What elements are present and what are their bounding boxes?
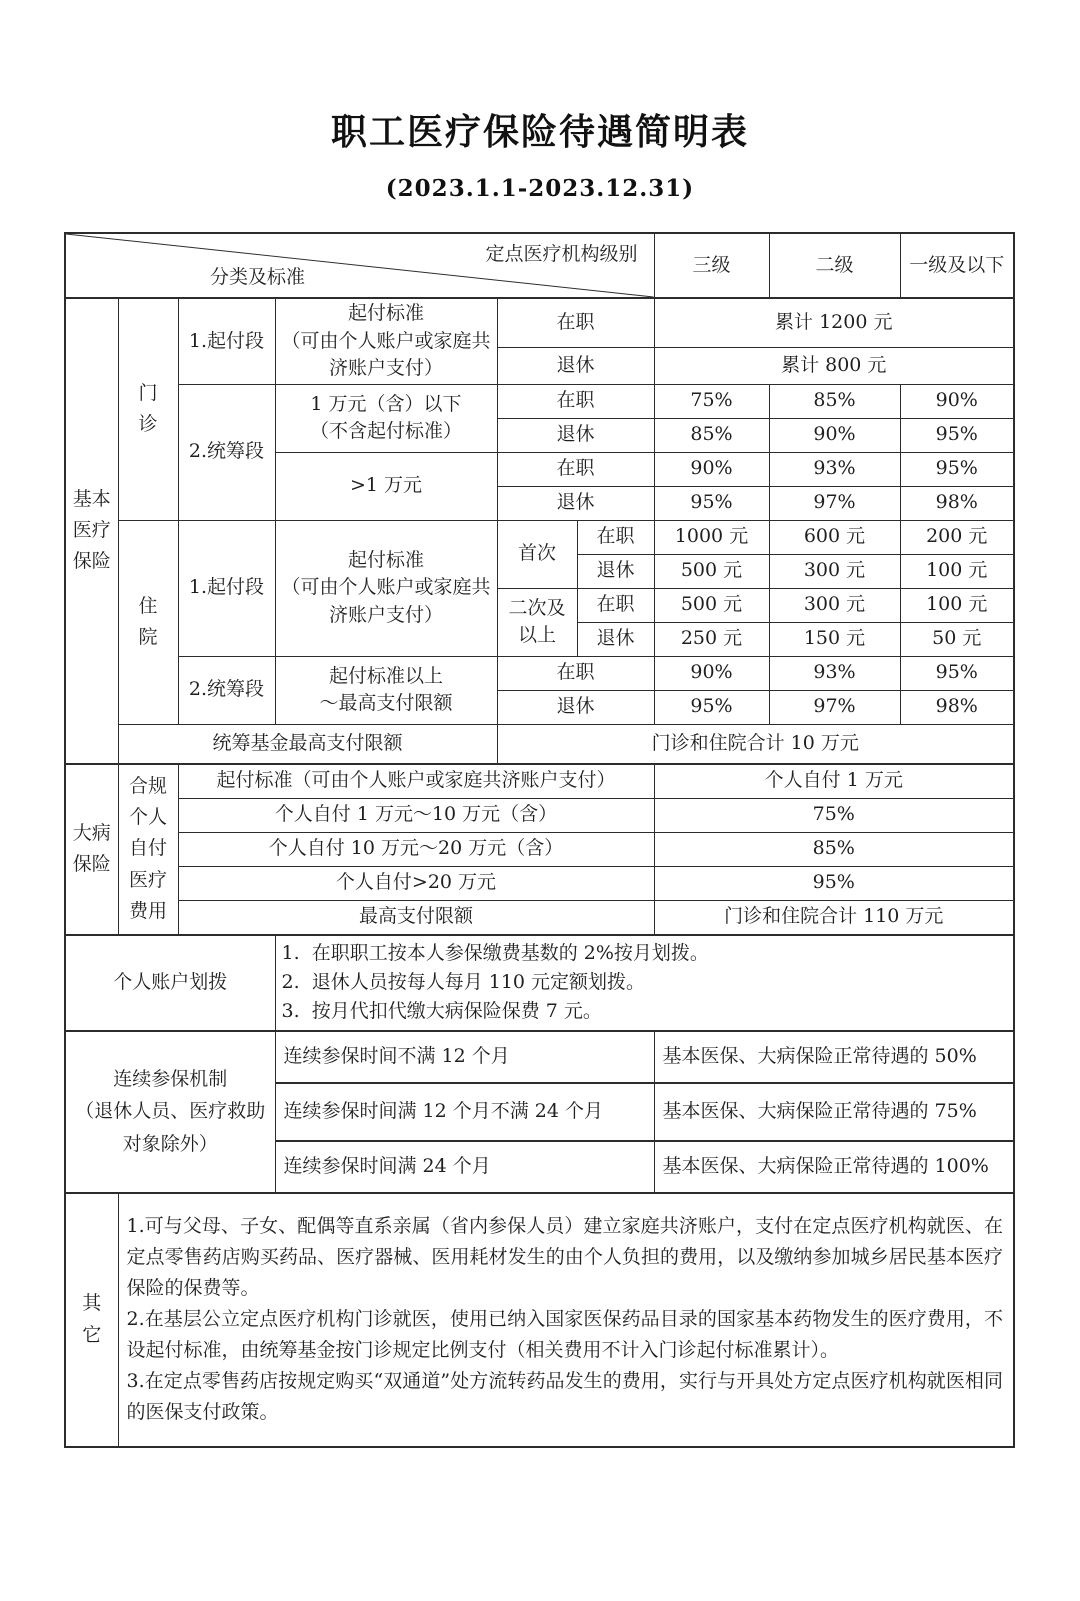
value-cell: 75% — [654, 384, 769, 418]
corner-cell — [65, 233, 654, 298]
status-cell: 退休 — [497, 418, 654, 452]
value-cell: 95% — [900, 418, 1014, 452]
value-cell: 95% — [900, 656, 1014, 690]
critical-value: 个人自付 1 万元 — [654, 764, 1014, 799]
admission-repeat-label: 二次及以上 — [497, 588, 577, 656]
critical-value: 75% — [654, 798, 1014, 832]
critical-desc: 个人自付>20 万元 — [178, 866, 654, 900]
account-items — [275, 935, 1014, 1031]
admission-first-label: 首次 — [497, 520, 577, 588]
value-cell: 90% — [900, 384, 1014, 418]
level-col-header-3: 三级 — [654, 233, 769, 298]
other-paragraph: 3.在定点零售药店按规定购买“双通道”处方流转药品发生的费用，实行与开具处方定点医疗机构就医相同的医保支付政策。 — [126, 1370, 1003, 1424]
value-cell: 93% — [769, 656, 900, 690]
continuous-condition: 连续参保时间不满 12 个月 — [275, 1031, 654, 1083]
value-cell: 累计 800 元 — [654, 348, 1014, 385]
critical-value: 门诊和住院合计 110 万元 — [654, 900, 1014, 935]
benefits-table — [64, 232, 1015, 1448]
value-cell: 98% — [900, 690, 1014, 724]
value-cell: 300 元 — [769, 554, 900, 588]
status-cell: 退休 — [577, 622, 654, 656]
status-cell: 在职 — [497, 656, 654, 690]
status-cell: 退休 — [497, 690, 654, 724]
outpatient-deductible-label: 1.起付段 — [178, 298, 275, 384]
critical-section-label: 大病保险 — [65, 764, 118, 935]
status-cell: 在职 — [577, 588, 654, 622]
value-cell: 100 元 — [900, 588, 1014, 622]
account-item: 3. 按月代扣代缴大病保险保费 7 元。 — [281, 1000, 602, 1023]
other-section-label: 其它 — [65, 1193, 118, 1447]
status-cell: 在职 — [497, 298, 654, 348]
critical-desc: 个人自付 10 万元～20 万元（含） — [178, 832, 654, 866]
corner-label-category: 分类及标准 — [210, 266, 306, 289]
outpatient-pooled-label: 2.统筹段 — [178, 384, 275, 520]
critical-desc: 起付标准（可由个人账户或家庭共济账户支付） — [178, 764, 654, 799]
value-cell: 150 元 — [769, 622, 900, 656]
other-paragraph: 1.可与父母、子女、配偶等直系亲属（省内参保人员）建立家庭共济账户，支付在定点医疗机构就医、在定点零售药店购买药品、医疗器械、医用耗材发生的由个人负担的费用，以及缴纳参加城乡居民基本医疗保险的保费等。 — [126, 1215, 1003, 1300]
value-cell: 90% — [654, 656, 769, 690]
inpatient-deductible-desc: 起付标准 （可由个人账户或家庭共济账户支付） — [275, 520, 497, 656]
value-cell: 500 元 — [654, 554, 769, 588]
outpatient-label: 门诊 — [118, 298, 178, 520]
critical-value: 95% — [654, 866, 1014, 900]
value-cell: 98% — [900, 486, 1014, 520]
account-section-label: 个人账户划拨 — [65, 935, 275, 1031]
value-cell: 85% — [654, 418, 769, 452]
value-cell: 95% — [900, 452, 1014, 486]
value-cell: 95% — [654, 486, 769, 520]
continuous-benefit: 基本医保、大病保险正常待遇的 75% — [654, 1083, 1014, 1141]
fund-cap-label: 统筹基金最高支付限额 — [118, 724, 497, 764]
value-cell: 97% — [769, 486, 900, 520]
status-cell: 在职 — [577, 520, 654, 554]
level-col-header-1: 一级及以下 — [900, 233, 1014, 298]
value-cell: 50 元 — [900, 622, 1014, 656]
value-cell: 93% — [769, 452, 900, 486]
level-col-header-2: 二级 — [769, 233, 900, 298]
value-cell: 300 元 — [769, 588, 900, 622]
other-paragraph: 2.在基层公立定点医疗机构门诊就医，使用已纳入国家医保药品目录的国家基本药物发生的医疗费用，不设起付标准，由统筹基金按门诊规定比例支付（相关费用不计入门诊起付标准累计）。 — [126, 1308, 1003, 1362]
value-cell: 90% — [654, 452, 769, 486]
account-item: 2. 退休人员按每人每月 110 元定额划拨。 — [281, 971, 646, 994]
outpatient-pooled-tier1-desc: 1 万元（含）以下 （不含起付标准） — [275, 384, 497, 452]
inpatient-pooled-label: 2.统筹段 — [178, 656, 275, 724]
value-cell: 100 元 — [900, 554, 1014, 588]
inpatient-label: 住院 — [118, 520, 178, 724]
critical-sub-label: 合规个人自付医疗费用 — [118, 764, 178, 935]
inpatient-pooled-desc: 起付标准以上 ～最高支付限额 — [275, 656, 497, 724]
inpatient-deductible-label: 1.起付段 — [178, 520, 275, 656]
account-item: 1. 在职职工按本人参保缴费基数的 2%按月划拨。 — [281, 942, 709, 965]
value-cell: 1000 元 — [654, 520, 769, 554]
continuous-benefit: 基本医保、大病保险正常待遇的 50% — [654, 1031, 1014, 1083]
other-notes — [118, 1193, 1014, 1447]
status-cell: 退休 — [497, 348, 654, 385]
value-cell: 95% — [654, 690, 769, 724]
critical-value: 85% — [654, 832, 1014, 866]
continuous-condition: 连续参保时间满 24 个月 — [275, 1141, 654, 1193]
basic-section-label: 基本医疗保险 — [65, 298, 118, 764]
fund-cap-value: 门诊和住院合计 10 万元 — [497, 724, 1014, 764]
status-cell: 退休 — [577, 554, 654, 588]
value-cell: 250 元 — [654, 622, 769, 656]
value-cell: 600 元 — [769, 520, 900, 554]
critical-desc: 个人自付 1 万元～10 万元（含） — [178, 798, 654, 832]
corner-label-institution-level: 定点医疗机构级别 — [485, 243, 638, 265]
status-cell: 在职 — [497, 452, 654, 486]
value-cell: 累计 1200 元 — [654, 298, 1014, 348]
critical-desc: 最高支付限额 — [178, 900, 654, 935]
continuous-section-label: 连续参保机制 （退休人员、医疗救助对象除外） — [65, 1031, 275, 1193]
page-title: 职工医疗保险待遇简明表 — [330, 111, 749, 153]
page-period: (2023.1.1-2023.12.31) — [385, 175, 695, 202]
continuous-benefit: 基本医保、大病保险正常待遇的 100% — [654, 1141, 1014, 1193]
outpatient-pooled-tier2-desc: >1 万元 — [275, 452, 497, 520]
outpatient-deductible-desc: 起付标准 （可由个人账户或家庭共济账户支付） — [275, 298, 497, 384]
status-cell: 退休 — [497, 486, 654, 520]
status-cell: 在职 — [497, 384, 654, 418]
value-cell: 500 元 — [654, 588, 769, 622]
value-cell: 90% — [769, 418, 900, 452]
value-cell: 97% — [769, 690, 900, 724]
continuous-condition: 连续参保时间满 12 个月不满 24 个月 — [275, 1083, 654, 1141]
value-cell: 200 元 — [900, 520, 1014, 554]
value-cell: 85% — [769, 384, 900, 418]
